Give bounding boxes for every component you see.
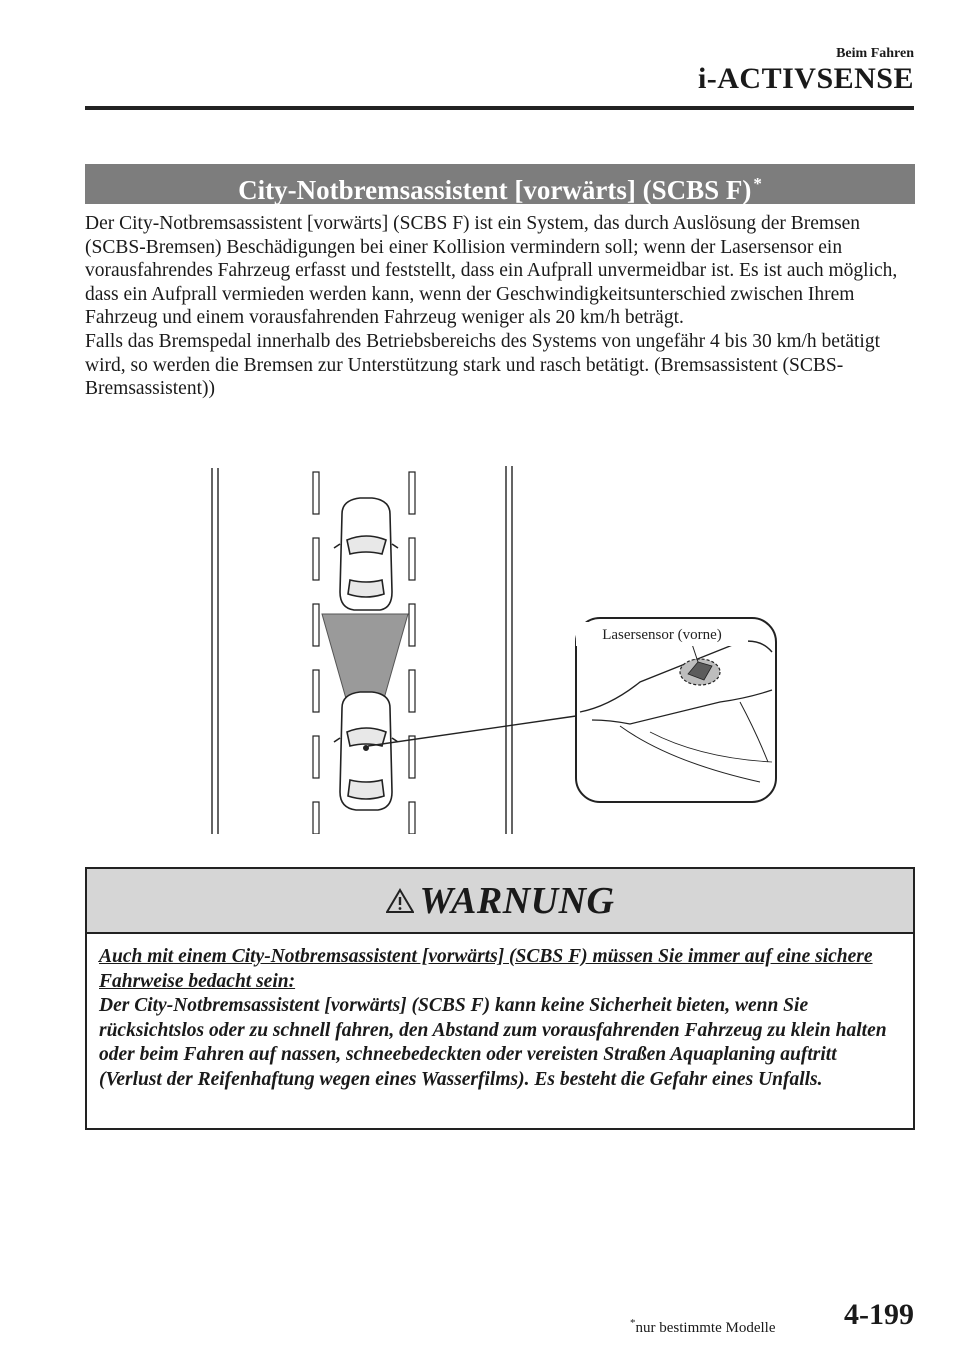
footnote-star: *	[630, 1317, 636, 1329]
warning-title: WARNUNG	[419, 879, 615, 922]
warning-triangle-icon	[386, 888, 414, 914]
page-title: City-Notbremsassistent [vorwärts] (SCBS F)	[238, 175, 752, 205]
warning-body	[87, 934, 913, 1093]
page-title-bar	[85, 164, 915, 204]
warning-header	[87, 869, 913, 934]
own-vehicle	[334, 692, 398, 810]
warning-text: Der City-Notbremsassistent [vorwärts] (SCBS F) kann keine Sicherheit bieten, wenn Sie rücksichtslos oder zu schnell fahren, den Abstand zum vorausfahrenden Fahrzeug zu klein halten oder beim Fahren auf nassen, schneebedeckten oder vereisten Straßen Aquaplaning auftritt (Verlust der Reifenhaftung wegen eines Wasserfilms). Es besteht die Gefahr eines Unfalls.	[99, 995, 887, 1090]
body-paragraph: Der City-Notbremsassistent [vorwärts] (SCBS F) ist ein System, das durch Auslösung der Bremsen (SCBS-Bremsen) Beschädigungen bei einer Kollision vermindern soll; wenn der Lasersensor ein vorausfahrendes Fahrzeug erfasst und feststellt, dass ein Aufprall unvermeidbar ist. Es ist auch möglich, dass ein Aufprall vermieden werden kann, wenn der Geschwindigkeitsunterschied zwischen Ihrem Fahrzeug und einem vorausfahrenden Fahrzeug weniger als 20 km/h beträgt.	[85, 213, 898, 329]
header-rule	[85, 106, 914, 110]
warning-box	[85, 867, 915, 1130]
section-title: i-ACTIVSENSE	[697, 62, 914, 95]
footer-note	[630, 1317, 775, 1337]
footnote-text: nur bestimmte Modelle	[635, 1320, 776, 1336]
scbs-illustration	[200, 462, 780, 834]
callout-leader	[368, 716, 576, 746]
body-text	[85, 212, 925, 401]
body-paragraph: Falls das Bremspedal innerhalb des Betriebsbereichs des Systems von ungefähr 4 bis 30 km/h betätigt wird, so werden die Bremsen zur Unterstützung stark und rasch betätigt. (Bremsassistent (SCBS-Bremsassistent))	[85, 330, 881, 400]
chapter-title: Beim Fahren	[836, 46, 914, 61]
warning-lead: Auch mit einem City-Notbremsassistent [vorwärts] (SCBS F) müssen Sie immer auf eine sichere Fahrweise bedacht sein:	[99, 946, 873, 992]
vehicle-ahead	[334, 498, 398, 610]
optional-equipment-star: *	[753, 174, 762, 193]
running-header	[698, 46, 914, 96]
page-number: 4-199	[844, 1298, 914, 1331]
callout-label: Lasersensor (vorne)	[602, 627, 722, 643]
